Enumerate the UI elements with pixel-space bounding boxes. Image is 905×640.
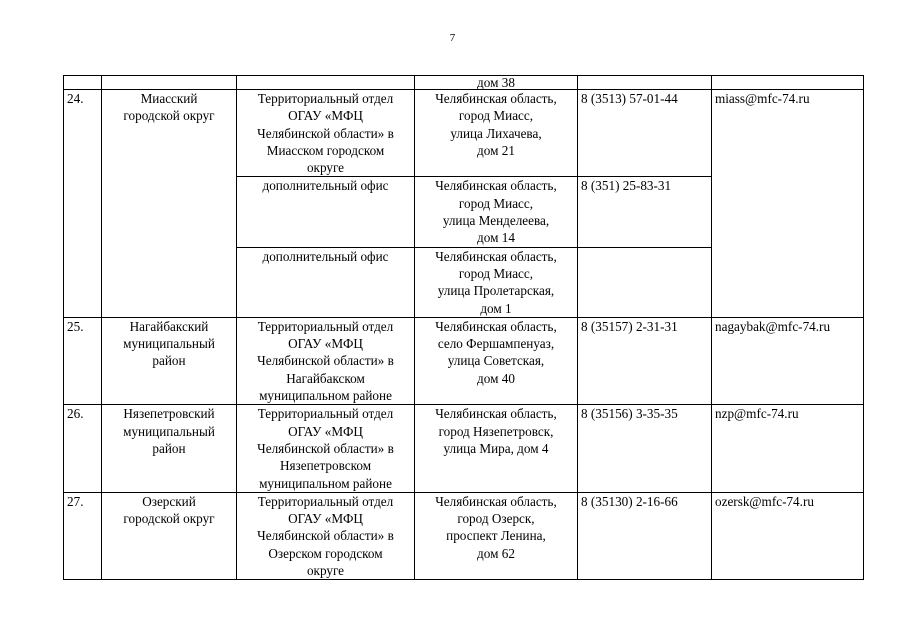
office-name-line: Территориальный отдел: [257, 493, 394, 509]
address-cell: [415, 76, 578, 90]
municipality-cell: [102, 76, 237, 90]
address-cell: [415, 247, 578, 317]
office-name-line: муниципальном районе: [259, 388, 392, 404]
municipality-cell: [102, 492, 237, 579]
page-number: 7: [449, 32, 456, 44]
office-name-line: Челябинской области» в: [257, 353, 394, 369]
email-cell: [712, 76, 864, 90]
municipality-line: Миасский: [140, 91, 198, 106]
address-line: улица Советская,: [447, 353, 545, 369]
office-name-line: Челябинской области» в: [257, 440, 394, 456]
office-name-line: дополнительный офис: [262, 248, 389, 264]
office-name-line: Миасском городском: [266, 142, 385, 158]
municipality-line: Озерский: [142, 493, 196, 509]
address-line: город Нязепетровск,: [438, 423, 554, 439]
table-row: [64, 317, 864, 404]
address-cell: [415, 317, 578, 404]
address-cell: [415, 177, 578, 247]
address-line: город Озерск,: [457, 511, 535, 527]
office-name-line: Нязепетровском: [279, 458, 372, 474]
table-row-continuation: [64, 76, 864, 90]
address-line: Челябинская область,: [435, 91, 557, 106]
address-line: дом 62: [477, 545, 515, 561]
address-line: дом 14: [477, 230, 515, 246]
address-line: дом 1: [480, 300, 512, 316]
address-line: село Фершампенуаз,: [437, 336, 555, 352]
phone-cell: 8 (35157) 2-31-31: [578, 317, 712, 404]
address-line: Челябинская область,: [435, 318, 557, 334]
office-name-line: дополнительный офис: [262, 178, 389, 194]
row-number: 24.: [64, 90, 102, 318]
address-line: дом 21: [477, 142, 515, 158]
address-line: улица Лихачева,: [450, 125, 542, 141]
municipality-line: Нагайбакский: [129, 318, 209, 334]
municipality-line: район: [152, 440, 186, 456]
office-name-line: Территориальный отдел: [257, 406, 394, 422]
address-line: улица Менделеева,: [442, 213, 550, 229]
table-row: [64, 492, 864, 579]
municipality-line: Нязепетровский: [123, 406, 215, 422]
office-name-line: Челябинской области» в: [257, 125, 394, 141]
address-cell: [415, 405, 578, 492]
office-name-cell: [237, 492, 415, 579]
office-name-line: ОГАУ «МФЦ: [288, 511, 363, 527]
phone-cell: 8 (35130) 2-16-66: [578, 492, 712, 579]
email-cell: nzp@mfc-74.ru: [712, 405, 864, 492]
office-name-cell: [237, 177, 415, 247]
email-cell: nagaybak@mfc-74.ru: [712, 317, 864, 404]
row-number: 25.: [64, 317, 102, 404]
address-cell: [415, 492, 578, 579]
office-name-line: Нагайбакском: [286, 370, 365, 386]
office-name-line: округе: [306, 563, 345, 579]
address-cell: [415, 90, 578, 177]
office-name-cell: [237, 317, 415, 404]
address-line: дом 38: [477, 75, 515, 90]
address-line: город Миасс,: [458, 108, 534, 124]
office-name-line: ОГАУ «МФЦ: [288, 423, 363, 439]
office-name-cell: [237, 76, 415, 90]
address-line: проспект Ленина,: [446, 528, 546, 544]
office-name-cell: [237, 247, 415, 317]
office-name-line: Территориальный отдел: [257, 318, 394, 334]
office-name-cell: [237, 90, 415, 177]
phone-cell: 8 (35156) 3-35-35: [578, 405, 712, 492]
municipality-cell: [102, 405, 237, 492]
office-name-line: Территориальный отдел: [257, 91, 394, 106]
municipality-line: муниципальный: [123, 423, 215, 439]
phone-cell: 8 (3513) 57-01-44: [578, 90, 712, 177]
address-line: город Миасс,: [458, 195, 534, 211]
mfc-offices-table: [63, 75, 864, 580]
municipality-cell: [102, 90, 237, 318]
municipality-line: муниципальный: [123, 336, 215, 352]
address-line: Челябинская область,: [435, 178, 557, 194]
office-name-line: округе: [306, 160, 345, 176]
municipality-line: городской округ: [123, 511, 215, 527]
municipality-cell: [102, 317, 237, 404]
address-line: дом 40: [477, 370, 515, 386]
phone-cell: [578, 76, 712, 90]
row-number: 26.: [64, 405, 102, 492]
office-name-line: ОГАУ «МФЦ: [288, 336, 363, 352]
office-name-line: ОГАУ «МФЦ: [288, 108, 363, 124]
address-line: улица Пролетарская,: [437, 283, 555, 299]
municipality-line: район: [152, 353, 186, 369]
municipality-line: городской округ: [123, 108, 215, 124]
office-name-line: Челябинской области» в: [257, 528, 394, 544]
table-row: [64, 90, 864, 177]
office-name-line: муниципальном районе: [259, 475, 392, 491]
email-cell: miass@mfc-74.ru: [712, 90, 864, 318]
table-row: [64, 405, 864, 492]
address-line: Челябинская область,: [435, 493, 557, 509]
office-name-line: Озерском городском: [268, 545, 383, 561]
address-line: город Миасс,: [458, 265, 534, 281]
num-cell: [64, 76, 102, 90]
phone-cell: 8 (351) 25-83-31: [578, 177, 712, 247]
email-cell: ozersk@mfc-74.ru: [712, 492, 864, 579]
row-number: 27.: [64, 492, 102, 579]
address-line: Челябинская область,: [435, 248, 557, 264]
phone-cell: [578, 247, 712, 317]
address-line: улица Мира, дом 4: [443, 440, 549, 456]
address-line: Челябинская область,: [435, 406, 557, 422]
office-name-cell: [237, 405, 415, 492]
